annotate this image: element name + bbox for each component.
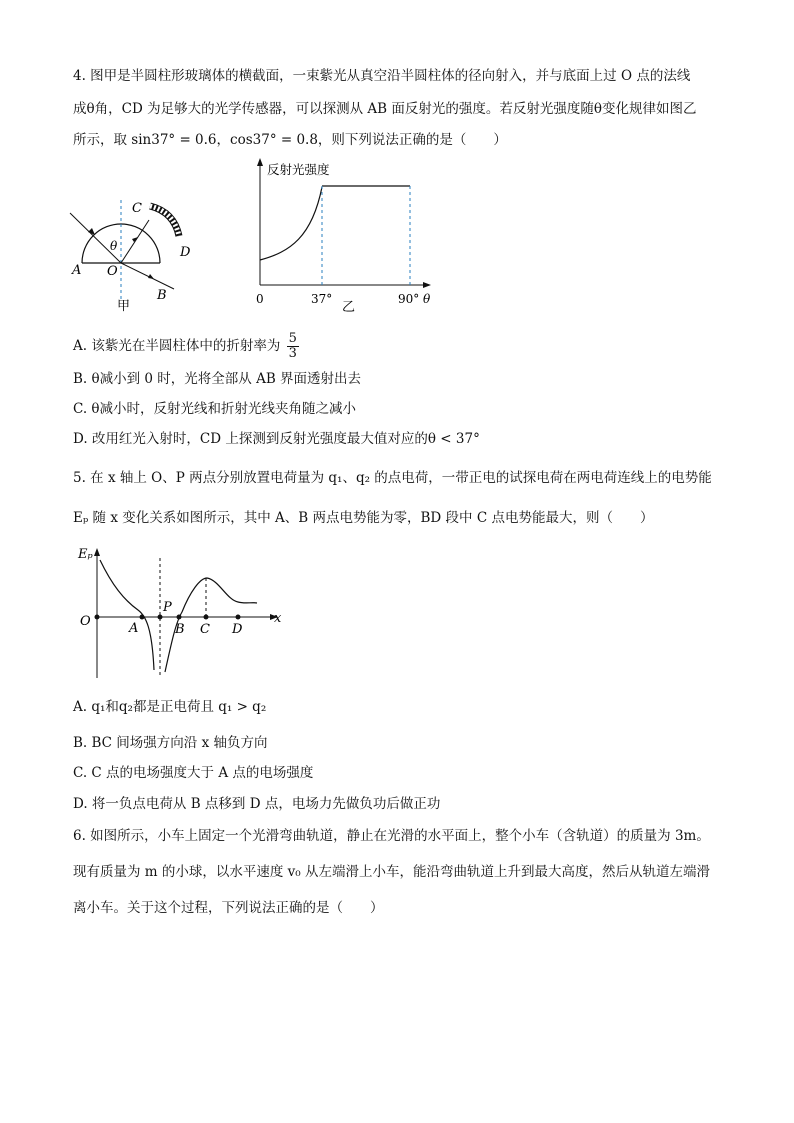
fraction-den: 3 — [288, 346, 297, 361]
label-A: A — [72, 263, 82, 278]
q4-option-a-text: A. 该紫光在半圆柱体中的折射率为 — [73, 338, 281, 354]
figure-ep — [72, 540, 292, 685]
ep-ylabel: Eₚ — [78, 547, 93, 562]
q5-option-c: C. C 点的电场强度大于 A 点的电场强度 — [73, 765, 314, 781]
q5-option-d: D. 将一负点电荷从 B 点移到 D 点，电场力先做负功后做正功 — [73, 796, 441, 812]
ep-label-D: D — [232, 622, 243, 637]
label-B: B — [157, 288, 167, 303]
figure-jia — [64, 192, 194, 317]
ep-label-C: C — [200, 622, 210, 637]
q4-option-b: B. θ减小到 0 时，光将全部从 AB 界面透射出去 — [73, 371, 362, 387]
q6-stem-line1: 6. 如图所示，小车上固定一个光滑弯曲轨道，静止在光滑的水平面上，整个小车（含轨道）的质量为 3m。 — [73, 828, 710, 844]
q6-stem-line3: 离小车。关于这个过程，下列说法正确的是（ ） — [73, 900, 384, 916]
q4-option-a — [73, 332, 299, 361]
q4-stem-line1: 4. 图甲是半圆柱形玻璃体的横截面，一束紫光从真空沿半圆柱体的径向射入，并与底面上过 O 点的法线 — [73, 68, 691, 84]
ep-label-P: P — [163, 600, 172, 615]
label-C: C — [132, 201, 142, 216]
q4-option-d: D. 改用红光入射时，CD 上探测到反射光强度最大值对应的θ < 37° — [73, 431, 480, 447]
ep-label-O: O — [80, 614, 91, 629]
yi-xvar: θ — [423, 292, 431, 306]
figure-yi — [250, 152, 440, 312]
label-theta: θ — [110, 239, 118, 253]
q4-stem-line2: 成θ角，CD 为足够大的光学传感器，可以探测从 AB 面反射光的强度。若反射光强度随θ变化规律如图乙 — [73, 101, 697, 117]
caption-yi: 乙 — [342, 300, 356, 312]
label-O: O — [107, 264, 118, 279]
yi-tick-90: 90° — [398, 292, 420, 306]
fraction-num: 5 — [288, 331, 297, 346]
fraction — [287, 332, 299, 361]
q6-stem-line2: 现有质量为 m 的小球，以水平速度 v₀ 从左端滑上小车，能沿弯曲轨道上升到最大高度，然后从轨道左端滑 — [73, 864, 711, 880]
q4-stem-line3: 所示，取 sin37° = 0.6，cos37° = 0.8，则下列说法正确的是（ ） — [73, 132, 507, 148]
q5-option-b: B. BC 间场强方向沿 x 轴负方向 — [73, 735, 268, 751]
q5-stem-line1: 5. 在 x 轴上 O、P 两点分别放置电荷量为 q₁、q₂ 的点电荷，一带正电的试探电荷在两电荷连线上的电势能 — [73, 470, 712, 486]
yi-ylabel: 反射光强度 — [267, 162, 330, 177]
label-D: D — [180, 245, 191, 260]
ep-label-x: x — [274, 611, 282, 626]
yi-origin: 0 — [256, 292, 264, 306]
caption-jia: 甲 — [117, 299, 131, 314]
q5-stem-line2: Eₚ 随 x 变化关系如图所示，其中 A、B 两点电势能为零，BD 段中 C 点电势能最大，则（ ） — [73, 510, 654, 526]
ep-label-A: A — [129, 621, 139, 636]
q4-option-c: C. θ减小时，反射光线和折射光线夹角随之减小 — [73, 401, 357, 417]
q5-option-a: A. q₁和q₂都是正电荷且 q₁ > q₂ — [73, 699, 267, 715]
ep-label-B: B — [175, 622, 185, 637]
yi-tick-37: 37° — [311, 292, 333, 306]
